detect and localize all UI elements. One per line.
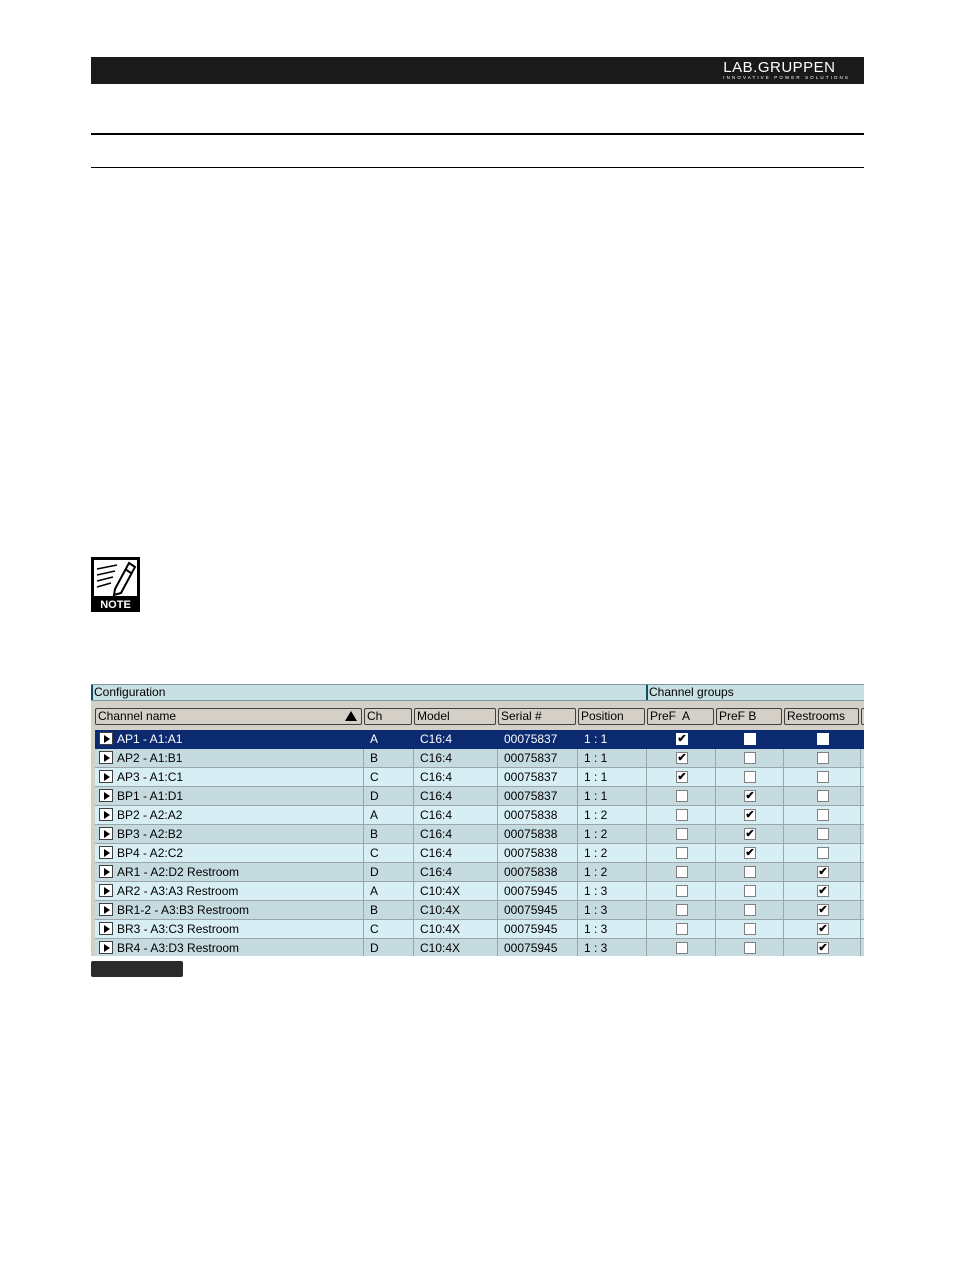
expand-arrow-icon[interactable] — [99, 751, 113, 764]
cell-serial[interactable] — [498, 920, 578, 939]
cell-position[interactable] — [578, 939, 647, 956]
cell-text: AP1 - A1:A1 — [117, 732, 183, 746]
checkbox[interactable] — [676, 809, 688, 821]
logo-tagline: INNOVATIVE POWER SOLUTIONS — [723, 75, 850, 80]
cell-pref-b — [716, 863, 784, 882]
cell-text: AR1 - A2:D2 Restroom — [117, 865, 240, 879]
cell-text: 00075945 — [504, 941, 558, 955]
cell-text: C10:4X — [420, 922, 461, 936]
table-row[interactable] — [95, 901, 864, 920]
cell-model[interactable] — [414, 730, 498, 749]
cell-restrooms — [784, 787, 861, 806]
checkbox[interactable] — [744, 885, 756, 897]
cell-overflow[interactable] — [861, 787, 864, 806]
cell-text: 00075838 — [504, 846, 558, 860]
cell-pref-a — [647, 787, 716, 806]
cell-pref-b — [716, 787, 784, 806]
cell-model[interactable] — [414, 749, 498, 768]
cell-restrooms — [784, 749, 861, 768]
cell-text: BP3 - A2:B2 — [117, 827, 183, 841]
checkbox[interactable] — [817, 790, 829, 802]
cell-pref-b — [716, 749, 784, 768]
checkbox[interactable]: ✔ — [745, 828, 755, 840]
cell-serial[interactable] — [498, 787, 578, 806]
column-header-serial[interactable] — [498, 708, 576, 725]
checkbox[interactable]: ✔ — [818, 866, 828, 878]
cell-text: C16:4 — [420, 751, 453, 765]
checkbox[interactable]: ✔ — [818, 942, 828, 954]
cell-overflow[interactable] — [861, 882, 864, 901]
cell-restrooms — [784, 730, 861, 749]
expand-arrow-icon[interactable] — [99, 808, 113, 821]
cell-text: 00075837 — [504, 789, 558, 803]
cell-text: A — [370, 808, 379, 822]
expand-arrow-icon[interactable] — [99, 903, 113, 916]
expand-arrow-icon[interactable] — [99, 789, 113, 802]
cell-text: 00075837 — [504, 732, 558, 746]
cell-text: B — [370, 903, 379, 917]
checkbox[interactable]: ✔ — [677, 733, 687, 745]
cell-position[interactable] — [578, 901, 647, 920]
column-header-model[interactable] — [414, 708, 496, 725]
cell-text: B — [370, 751, 379, 765]
cell-text: 1 : 3 — [584, 884, 608, 898]
note-icon — [91, 557, 140, 612]
cell-channel-name[interactable] — [95, 920, 364, 939]
cell-restrooms — [784, 939, 861, 956]
cell-overflow[interactable] — [861, 825, 864, 844]
column-header-pref-a[interactable] — [647, 708, 714, 725]
cell-position[interactable] — [578, 806, 647, 825]
header-bar — [91, 57, 864, 84]
checkbox[interactable] — [817, 847, 829, 859]
cell-model[interactable] — [414, 882, 498, 901]
group-header-channel-groups[interactable] — [646, 684, 864, 701]
checkbox[interactable] — [676, 885, 688, 897]
expand-arrow-icon[interactable] — [99, 884, 113, 897]
cell-position[interactable] — [578, 768, 647, 787]
cell-model[interactable] — [414, 901, 498, 920]
cell-text: C16:4 — [420, 789, 453, 803]
cell-text: C10:4X — [420, 884, 461, 898]
horizontal-scrollbar-thumb[interactable] — [91, 961, 183, 977]
cell-ch[interactable] — [364, 787, 414, 806]
checkbox[interactable] — [744, 904, 756, 916]
cell-text: 1 : 3 — [584, 941, 608, 955]
cell-overflow[interactable] — [861, 844, 864, 863]
column-header-label: Ch — [367, 709, 383, 723]
cell-model[interactable] — [414, 863, 498, 882]
cell-pref-b — [716, 882, 784, 901]
expand-arrow-icon[interactable] — [99, 770, 113, 783]
cell-text: BP2 - A2:A2 — [117, 808, 183, 822]
cell-text: AP2 - A1:B1 — [117, 751, 183, 765]
checkbox[interactable]: ✔ — [818, 904, 828, 916]
column-header-row — [91, 706, 864, 726]
cell-ch[interactable] — [364, 882, 414, 901]
cell-text: 1 : 2 — [584, 827, 608, 841]
cell-text: 00075945 — [504, 922, 558, 936]
cell-model[interactable] — [414, 806, 498, 825]
cell-text: BR3 - A3:C3 Restroom — [117, 922, 240, 936]
cell-position[interactable] — [578, 844, 647, 863]
cell-text: 00075837 — [504, 751, 558, 765]
checkbox[interactable] — [744, 733, 756, 745]
checkbox[interactable]: ✔ — [677, 771, 687, 783]
cell-pref-b — [716, 844, 784, 863]
cell-text: C16:4 — [420, 732, 453, 746]
cell-text: BR4 - A3:D3 Restroom — [117, 941, 240, 955]
cell-channel-name[interactable] — [95, 787, 364, 806]
checkbox[interactable]: ✔ — [818, 923, 828, 935]
cell-text: 1 : 3 — [584, 903, 608, 917]
cell-restrooms — [784, 806, 861, 825]
cell-text: A — [370, 732, 379, 746]
checkbox[interactable] — [817, 828, 829, 840]
table-row[interactable] — [95, 787, 864, 806]
cell-ch[interactable] — [364, 863, 414, 882]
cell-position[interactable] — [578, 787, 647, 806]
column-header-position[interactable] — [578, 708, 645, 725]
table-row[interactable] — [95, 768, 864, 787]
cell-text: 1 : 1 — [584, 751, 608, 765]
column-header-label: PreF B — [719, 709, 757, 723]
cell-text: C10:4X — [420, 941, 461, 955]
cell-pref-b — [716, 825, 784, 844]
cell-pref-b — [716, 901, 784, 920]
cell-restrooms — [784, 768, 861, 787]
cell-text: 00075838 — [504, 865, 558, 879]
checkbox[interactable] — [676, 847, 688, 859]
table-row[interactable] — [95, 939, 864, 956]
table-row[interactable] — [95, 806, 864, 825]
column-header-label: Channel name — [98, 709, 177, 723]
cell-overflow[interactable] — [861, 863, 864, 882]
cell-pref-b — [716, 806, 784, 825]
column-header-label: PreF A — [650, 709, 691, 723]
table-row[interactable] — [95, 863, 864, 882]
column-header-restrooms[interactable] — [784, 708, 859, 725]
cell-overflow[interactable] — [861, 768, 864, 787]
cell-overflow[interactable] — [861, 730, 864, 749]
checkbox[interactable] — [676, 942, 688, 954]
cell-ch[interactable] — [364, 730, 414, 749]
cell-pref-a — [647, 749, 716, 768]
cell-text: 00075837 — [504, 770, 558, 784]
checkbox[interactable]: ✔ — [677, 752, 687, 764]
cell-model[interactable] — [414, 825, 498, 844]
column-header-ch[interactable] — [364, 708, 412, 725]
cell-text: 1 : 1 — [584, 789, 608, 803]
cell-pref-a — [647, 882, 716, 901]
checkbox[interactable] — [676, 923, 688, 935]
cell-model[interactable] — [414, 844, 498, 863]
company-logo — [723, 60, 850, 81]
cell-position[interactable] — [578, 920, 647, 939]
cell-model[interactable] — [414, 939, 498, 956]
cell-overflow[interactable] — [861, 806, 864, 825]
cell-text: 1 : 1 — [584, 770, 608, 784]
cell-overflow[interactable] — [861, 939, 864, 956]
column-header-pref-b[interactable] — [716, 708, 782, 725]
cell-serial[interactable] — [498, 844, 578, 863]
checkbox[interactable] — [817, 733, 829, 745]
checkbox[interactable]: ✔ — [745, 847, 755, 859]
cell-text: C10:4X — [420, 903, 461, 917]
cell-pref-a — [647, 939, 716, 956]
cell-channel-name[interactable] — [95, 882, 364, 901]
cell-text: D — [370, 941, 379, 955]
group-header-configuration[interactable] — [91, 684, 646, 701]
expand-arrow-icon[interactable] — [99, 922, 113, 935]
checkbox[interactable] — [676, 866, 688, 878]
cell-text: 1 : 2 — [584, 846, 608, 860]
logo-text: LAB.GRUPPEN — [723, 59, 836, 76]
cell-position[interactable] — [578, 730, 647, 749]
cell-position[interactable] — [578, 749, 647, 768]
cell-restrooms — [784, 844, 861, 863]
cell-pref-a — [647, 730, 716, 749]
table-row[interactable] — [95, 749, 864, 768]
checkbox[interactable]: ✔ — [818, 885, 828, 897]
checkbox[interactable] — [676, 790, 688, 802]
note-icon-label: NOTE — [100, 599, 131, 611]
cell-channel-name[interactable] — [95, 749, 364, 768]
checkbox[interactable] — [817, 771, 829, 783]
checkbox[interactable] — [744, 866, 756, 878]
cell-text: 00075838 — [504, 827, 558, 841]
cell-text: B — [370, 827, 379, 841]
section-rule-bottom — [91, 167, 864, 168]
cell-text: 00075945 — [504, 884, 558, 898]
cell-channel-name[interactable] — [95, 768, 364, 787]
group-header-label: Configuration — [94, 685, 166, 699]
cell-pref-a — [647, 844, 716, 863]
cell-text: C16:4 — [420, 808, 453, 822]
cell-pref-a — [647, 768, 716, 787]
cell-ch[interactable] — [364, 920, 414, 939]
cell-text: C — [370, 922, 379, 936]
cell-serial[interactable] — [498, 825, 578, 844]
cell-text: 1 : 2 — [584, 865, 608, 879]
cell-ch[interactable] — [364, 768, 414, 787]
section-rule-top — [91, 133, 864, 135]
checkbox[interactable] — [676, 828, 688, 840]
table-row[interactable] — [95, 844, 864, 863]
cell-pref-a — [647, 920, 716, 939]
cell-restrooms — [784, 882, 861, 901]
cell-text: C16:4 — [420, 827, 453, 841]
cell-position[interactable] — [578, 882, 647, 901]
cell-text: C16:4 — [420, 865, 453, 879]
cell-serial[interactable] — [498, 939, 578, 956]
cell-pref-a — [647, 863, 716, 882]
cell-text: 00075838 — [504, 808, 558, 822]
cell-position[interactable] — [578, 825, 647, 844]
checkbox[interactable] — [817, 809, 829, 821]
expand-arrow-icon[interactable] — [99, 941, 113, 954]
cell-channel-name[interactable] — [95, 844, 364, 863]
cell-ch[interactable] — [364, 825, 414, 844]
table-row[interactable] — [95, 882, 864, 901]
cell-channel-name[interactable] — [95, 901, 364, 920]
checkbox[interactable] — [744, 923, 756, 935]
cell-restrooms — [784, 920, 861, 939]
column-header-label: Position — [581, 709, 624, 723]
cell-text: BR1-2 - A3:B3 Restroom — [117, 903, 250, 917]
cell-text: 1 : 3 — [584, 922, 608, 936]
cell-text: C — [370, 846, 379, 860]
cell-pref-b — [716, 920, 784, 939]
cell-text: 1 : 1 — [584, 732, 608, 746]
cell-channel-name[interactable] — [95, 825, 364, 844]
cell-model[interactable] — [414, 768, 498, 787]
cell-serial[interactable] — [498, 730, 578, 749]
cell-pref-a — [647, 825, 716, 844]
cell-serial[interactable] — [498, 882, 578, 901]
cell-overflow[interactable] — [861, 749, 864, 768]
cell-position[interactable] — [578, 863, 647, 882]
expand-arrow-icon[interactable] — [99, 865, 113, 878]
cell-ch[interactable] — [364, 844, 414, 863]
cell-ch[interactable] — [364, 806, 414, 825]
checkbox[interactable] — [817, 752, 829, 764]
expand-arrow-icon[interactable] — [99, 732, 113, 745]
cell-channel-name[interactable] — [95, 806, 364, 825]
table-row[interactable] — [95, 825, 864, 844]
table-row[interactable] — [95, 730, 864, 749]
cell-text: C — [370, 770, 379, 784]
column-header-label: Serial # — [501, 709, 542, 723]
cell-pref-b — [716, 730, 784, 749]
checkbox[interactable] — [744, 771, 756, 783]
cell-overflow[interactable] — [861, 920, 864, 939]
cell-restrooms — [784, 863, 861, 882]
cell-text: 1 : 2 — [584, 808, 608, 822]
cell-channel-name[interactable] — [95, 730, 364, 749]
cell-serial[interactable] — [498, 901, 578, 920]
cell-channel-name[interactable] — [95, 939, 364, 956]
cell-text: D — [370, 789, 379, 803]
cell-text: AR2 - A3:A3 Restroom — [117, 884, 239, 898]
cell-pref-b — [716, 768, 784, 787]
expand-arrow-icon[interactable] — [99, 827, 113, 840]
sort-ascending-icon — [345, 711, 357, 721]
cell-text: C16:4 — [420, 846, 453, 860]
cell-pref-a — [647, 806, 716, 825]
cell-text: 00075945 — [504, 903, 558, 917]
cell-text: D — [370, 865, 379, 879]
column-header-label: Model — [417, 709, 450, 723]
cell-serial[interactable] — [498, 863, 578, 882]
cell-text: AP3 - A1:C1 — [117, 770, 184, 784]
cell-text: BP1 - A1:D1 — [117, 789, 184, 803]
cell-restrooms — [784, 825, 861, 844]
cell-restrooms — [784, 901, 861, 920]
channel-grid — [91, 684, 864, 956]
cell-model[interactable] — [414, 787, 498, 806]
cell-text: C16:4 — [420, 770, 453, 784]
cell-pref-a — [647, 901, 716, 920]
cell-ch[interactable] — [364, 901, 414, 920]
cell-model[interactable] — [414, 920, 498, 939]
checkbox[interactable] — [676, 904, 688, 916]
checkbox[interactable]: ✔ — [745, 809, 755, 821]
column-header-channel-name[interactable] — [95, 708, 362, 725]
column-header-overflow[interactable] — [861, 708, 864, 725]
cell-ch[interactable] — [364, 749, 414, 768]
cell-ch[interactable] — [364, 939, 414, 956]
expand-arrow-icon[interactable] — [99, 846, 113, 859]
cell-channel-name[interactable] — [95, 863, 364, 882]
checkbox[interactable] — [744, 942, 756, 954]
cell-overflow[interactable] — [861, 901, 864, 920]
cell-pref-b — [716, 939, 784, 956]
checkbox[interactable] — [744, 752, 756, 764]
table-row[interactable] — [95, 920, 864, 939]
column-header-label: Restrooms — [787, 709, 846, 723]
cell-serial[interactable] — [498, 749, 578, 768]
cell-text: A — [370, 884, 379, 898]
cell-serial[interactable] — [498, 806, 578, 825]
checkbox[interactable]: ✔ — [745, 790, 755, 802]
cell-serial[interactable] — [498, 768, 578, 787]
group-header-label: Channel groups — [649, 685, 734, 699]
cell-text: BP4 - A2:C2 — [117, 846, 184, 860]
